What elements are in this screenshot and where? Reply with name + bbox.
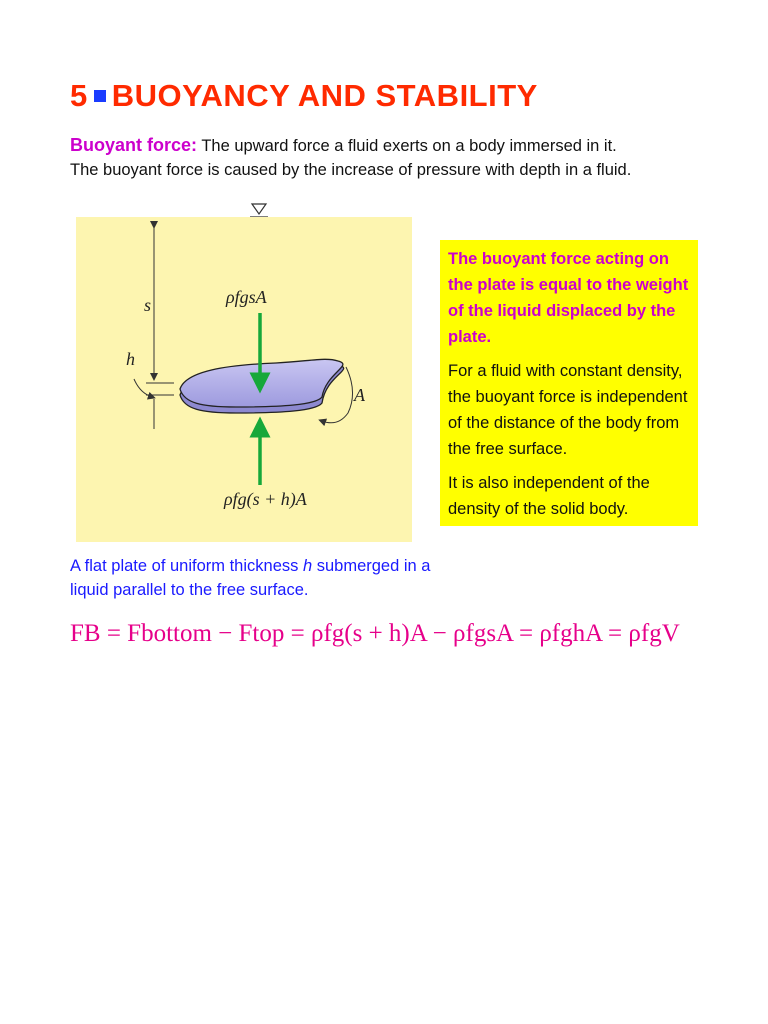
- caption-variable: h: [302, 557, 313, 575]
- thickness-pointer: [134, 379, 152, 397]
- buoyancy-diagram: [76, 217, 412, 542]
- callout-box: [440, 240, 698, 526]
- callout-paragraph-2: It is also independent of the density of the solid body.: [448, 474, 650, 518]
- depth-label: s: [144, 295, 152, 315]
- callout-highlight: The buoyant force acting on the plate is equal to the weight of the liquid displaced by the plate.: [448, 250, 689, 346]
- area-label: A: [354, 385, 365, 405]
- slide-number: 5: [70, 78, 88, 113]
- buoyant-force-equation: FB = Fbottom − Ftop = ρfg(s + h)A − ρfgsA = ρfghA = ρfgV: [70, 620, 680, 647]
- callout-paragraph-1: For a fluid with constant density, the buoyant force is independent of the distance of the body from the free surface.: [448, 362, 688, 458]
- buoyant-force-cause: The buoyant force is caused by the increase of pressure with depth in a fluid.: [70, 161, 632, 179]
- thickness-label: h: [126, 349, 135, 369]
- figure-caption: [70, 554, 450, 602]
- bottom-force-label: ρfg(s + h)A: [224, 489, 307, 509]
- slide-heading: BUOYANCY AND STABILITY: [111, 78, 538, 113]
- square-bullet-icon: [94, 90, 106, 102]
- intro-text: [70, 133, 730, 182]
- buoyant-force-definition: The upward force a fluid exerts on a body immersed in it.: [201, 137, 617, 155]
- top-force-label: ρfgsA: [226, 287, 267, 307]
- caption-text-start: A flat plate of uniform thickness: [70, 557, 303, 575]
- slide-title: [70, 78, 538, 114]
- buoyant-force-term: Buoyant force:: [70, 135, 198, 155]
- caption-text-end: submerged in a liquid parallel to the free surface.: [70, 557, 431, 599]
